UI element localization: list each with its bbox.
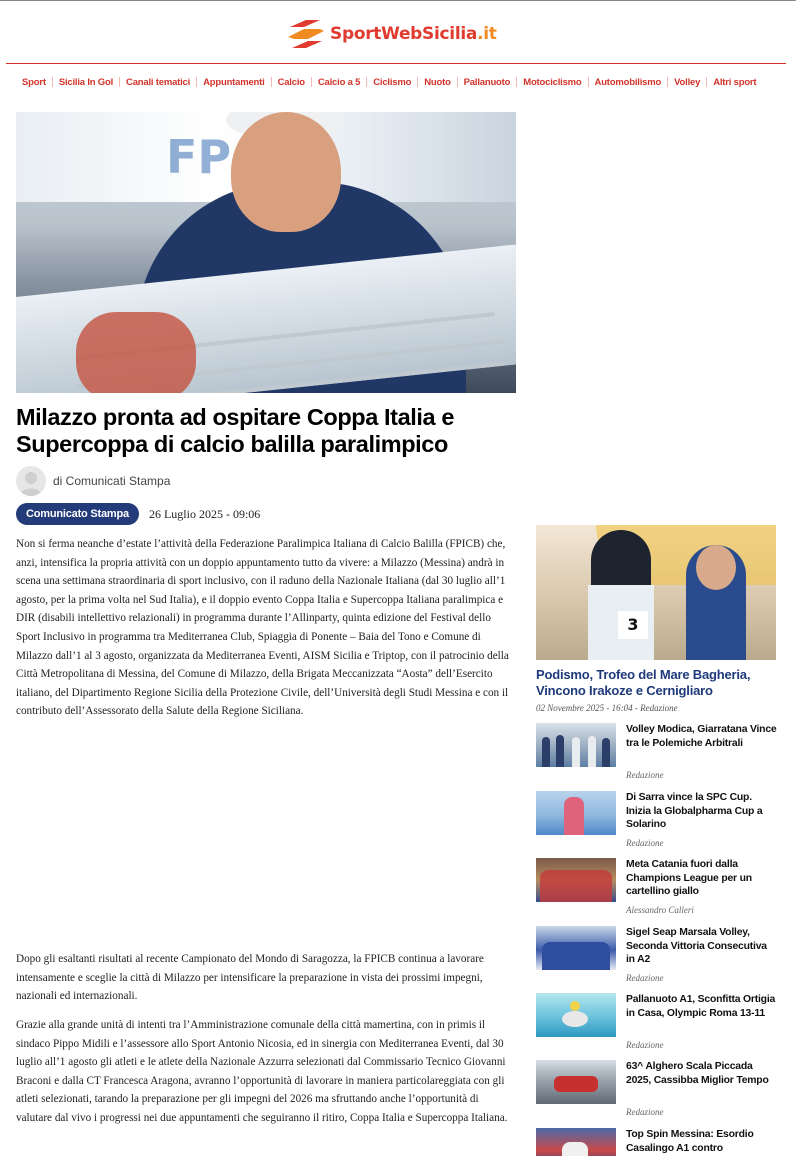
list-item[interactable] xyxy=(536,1060,776,1120)
thumbnail-figure xyxy=(564,797,584,835)
list-item-thumbnail[interactable] xyxy=(536,1060,616,1104)
nav-item-canali-tematici[interactable]: Canali tematici xyxy=(126,76,191,88)
list-item-author: Alessandro Calleri xyxy=(626,905,694,915)
main-nav xyxy=(16,75,762,89)
nav-item-volley[interactable]: Volley xyxy=(674,76,701,88)
article-paragraph: Dopo gli esaltanti risultati al recente Campionato del Mondo di Saragozza, la FPICB continua a lavorare intensamente e sceglie la città di Milazzo per intensificare la preparazione in vista dei prossimi impegni, nazionali ed internazionali. xyxy=(16,953,484,1003)
article-meta xyxy=(16,503,260,525)
logo-text-tld: .it xyxy=(477,24,497,44)
header-divider xyxy=(6,63,786,64)
thumbnail-figure xyxy=(554,1076,598,1092)
thumbnail-figure xyxy=(556,735,564,767)
thumbnail-figure xyxy=(588,736,596,767)
nav-item-motociclismo[interactable]: Motociclismo xyxy=(523,76,582,88)
nav-item-ciclismo[interactable]: Ciclismo xyxy=(373,76,412,88)
article-hero-image xyxy=(16,112,516,393)
list-item-thumbnail[interactable] xyxy=(536,993,616,1037)
list-item-author: Redazione xyxy=(626,770,664,780)
thumbnail-figure xyxy=(542,737,550,767)
list-item-thumbnail[interactable] xyxy=(536,926,616,970)
nav-item-calcio[interactable]: Calcio xyxy=(277,76,305,88)
logo-text xyxy=(330,24,497,44)
hero-person-arm xyxy=(76,312,196,393)
nav-item-sicilia-in-gol[interactable]: Sicilia In Gol xyxy=(58,76,114,88)
thumbnail-figure xyxy=(562,1142,588,1156)
list-item-author: Redazione xyxy=(626,1040,664,1050)
featured-image-athlete-head xyxy=(696,545,736,590)
article-paragraph: Grazie alla grande unità di intenti tra l’Amministrazione comunale della città mamertina, con in primis il sindaco Pippo Midili e l’assessore allo Sport Antonio Nicosia, ed in sinergia con Mediterranea Eventi, dal 30 luglio all’1 agosto gli atleti e le atlete della Nazionale Azzurra selezionati dal Commissario Tecnico Giovanni Braconi e dalla CT Francesca Aragona, avranno l’opportunità di lavorare in maniera particolareggiata con gli atleti selezionati, tarando la preparazione per gli impegni del 2026 ma sfruttando anche l’opportunità di valutare dal vivo i progressi nei due appuntamenti che seguiranno il ritiro, Coppa Italia e Supercoppa Italiana. xyxy=(16,1019,508,1124)
list-item-thumbnail[interactable] xyxy=(536,858,616,902)
site-logo[interactable] xyxy=(286,17,497,51)
logo-text-main: SportWebSicilia xyxy=(330,24,478,44)
list-item-title[interactable]: Top Spin Messina: Esordio Casalingo A1 contro xyxy=(626,1129,754,1154)
list-item-title[interactable]: Di Sarra vince la SPC Cup. Inizia la Globalpharma Cup a Solarino xyxy=(626,792,763,831)
thumbnail-figure xyxy=(602,738,610,767)
list-item-thumbnail[interactable] xyxy=(536,791,616,835)
list-item[interactable] xyxy=(536,993,776,1053)
nav-item-pallanuoto[interactable]: Pallanuoto xyxy=(463,76,511,88)
category-badge[interactable]: Comunicato Stampa xyxy=(16,503,139,525)
article-paragraph: Non si ferma neanche d’estate l’attività della Federazione Paralimpica Italiana di Calcio Balilla (FPICB) che, anzi, intensifica la propria attività con un doppio appuntamento tutto da vivere: a Milazzo (Messina) andrà in scena una settimana straordinaria di sport inclusivo, con il raduno della Nazionale Italiana (dal 30 luglio all’1 agosto, per la prima volta nel Sud Italia), e il doppio evento Coppa Italia e Supercoppa Italiana paralimpica e DIR (disabili intellettivo relazionali) in programma durante l’Allinparty, quinta edizione del Festival dello Sport Inclusivo in programma tra Mediterranea Club, Spiaggia di Ponente – Baia del Tono e Comune di Milazzo dall’1 al 3 agosto, organizzata da Mediterranea Eventi, AISM Sicilia e Triptop, con il patrocinio della Città Metropolitana di Messina, del Comune di Milazzo, della Brigata Meccanizzata “Aosta” dell’Esercito italiano, del Dipartimento Regione Sicilia della Protezione Civile, dell’Università degli Studi Messina e con il contributo dell’Assessorato della Salute della Regione Siciliana. xyxy=(16,538,509,718)
list-item[interactable] xyxy=(536,723,776,783)
list-item[interactable] xyxy=(536,858,776,918)
article-title: Milazzo pronta ad ospitare Coppa Italia e Supercoppa di calcio balilla paralimpico xyxy=(16,404,455,457)
avatar xyxy=(16,466,46,496)
list-item-title[interactable]: Volley Modica, Giarratana Vince tra le Polemiche Arbitrali xyxy=(626,724,777,749)
list-item[interactable] xyxy=(536,926,776,986)
thumbnail-figure xyxy=(570,1001,580,1011)
user-avatar-icon xyxy=(16,466,46,496)
article-date: 26 Luglio 2025 - 09:06 xyxy=(148,506,261,521)
nav-item-altri-sport[interactable]: Altri sport xyxy=(713,76,757,88)
nav-item-automobilismo[interactable]: Automobilismo xyxy=(594,76,662,88)
featured-article-image[interactable] xyxy=(536,525,776,660)
featured-article-meta: 02 Novembre 2025 - 16:04 - Redazione xyxy=(536,703,678,713)
list-item-title[interactable]: Pallanuoto A1, Sconfitta Ortigia in Casa, Olympic Roma 13-11 xyxy=(626,994,776,1019)
thumbnail-figure xyxy=(562,1011,588,1027)
hero-banner-text: FP xyxy=(166,130,232,184)
list-item-thumbnail[interactable] xyxy=(536,723,616,767)
list-item-author: Redazione xyxy=(626,838,664,848)
list-item-title[interactable]: Meta Catania fuori dalla Champions League per un cartellino giallo xyxy=(626,859,752,898)
list-item[interactable] xyxy=(536,1128,776,1156)
list-item-title[interactable]: 63^ Alghero Scala Piccada 2025, Cassibba Miglior Tempo xyxy=(626,1061,769,1086)
article-author[interactable] xyxy=(16,466,170,496)
nav-item-calcio-a-5[interactable]: Calcio a 5 xyxy=(317,76,361,88)
hero-person-head xyxy=(231,112,341,232)
thumbnail-figure xyxy=(540,870,612,902)
nav-item-sport[interactable]: Sport xyxy=(22,76,46,88)
top-border xyxy=(0,0,796,1)
list-item[interactable] xyxy=(536,791,776,851)
list-item-author: Redazione xyxy=(626,973,664,983)
featured-image-bib: 3 xyxy=(618,611,648,639)
featured-article-title[interactable]: Podismo, Trofeo del Mare Bagheria, Vincono Irakoze e Cernigliaro xyxy=(536,667,751,698)
list-item-thumbnail[interactable] xyxy=(536,1128,616,1156)
nav-item-nuoto[interactable]: Nuoto xyxy=(424,76,451,88)
list-item-author: Redazione xyxy=(626,1107,664,1117)
nav-item-appuntamenti[interactable]: Appuntamenti xyxy=(203,76,265,88)
author-name[interactable]: di Comunicati Stampa xyxy=(53,474,171,488)
logo-icon xyxy=(286,17,326,51)
thumbnail-figure xyxy=(572,737,580,767)
list-item-title[interactable]: Sigel Seap Marsala Volley, Seconda Vittoria Consecutiva in A2 xyxy=(626,927,767,966)
thumbnail-figure xyxy=(542,942,610,970)
